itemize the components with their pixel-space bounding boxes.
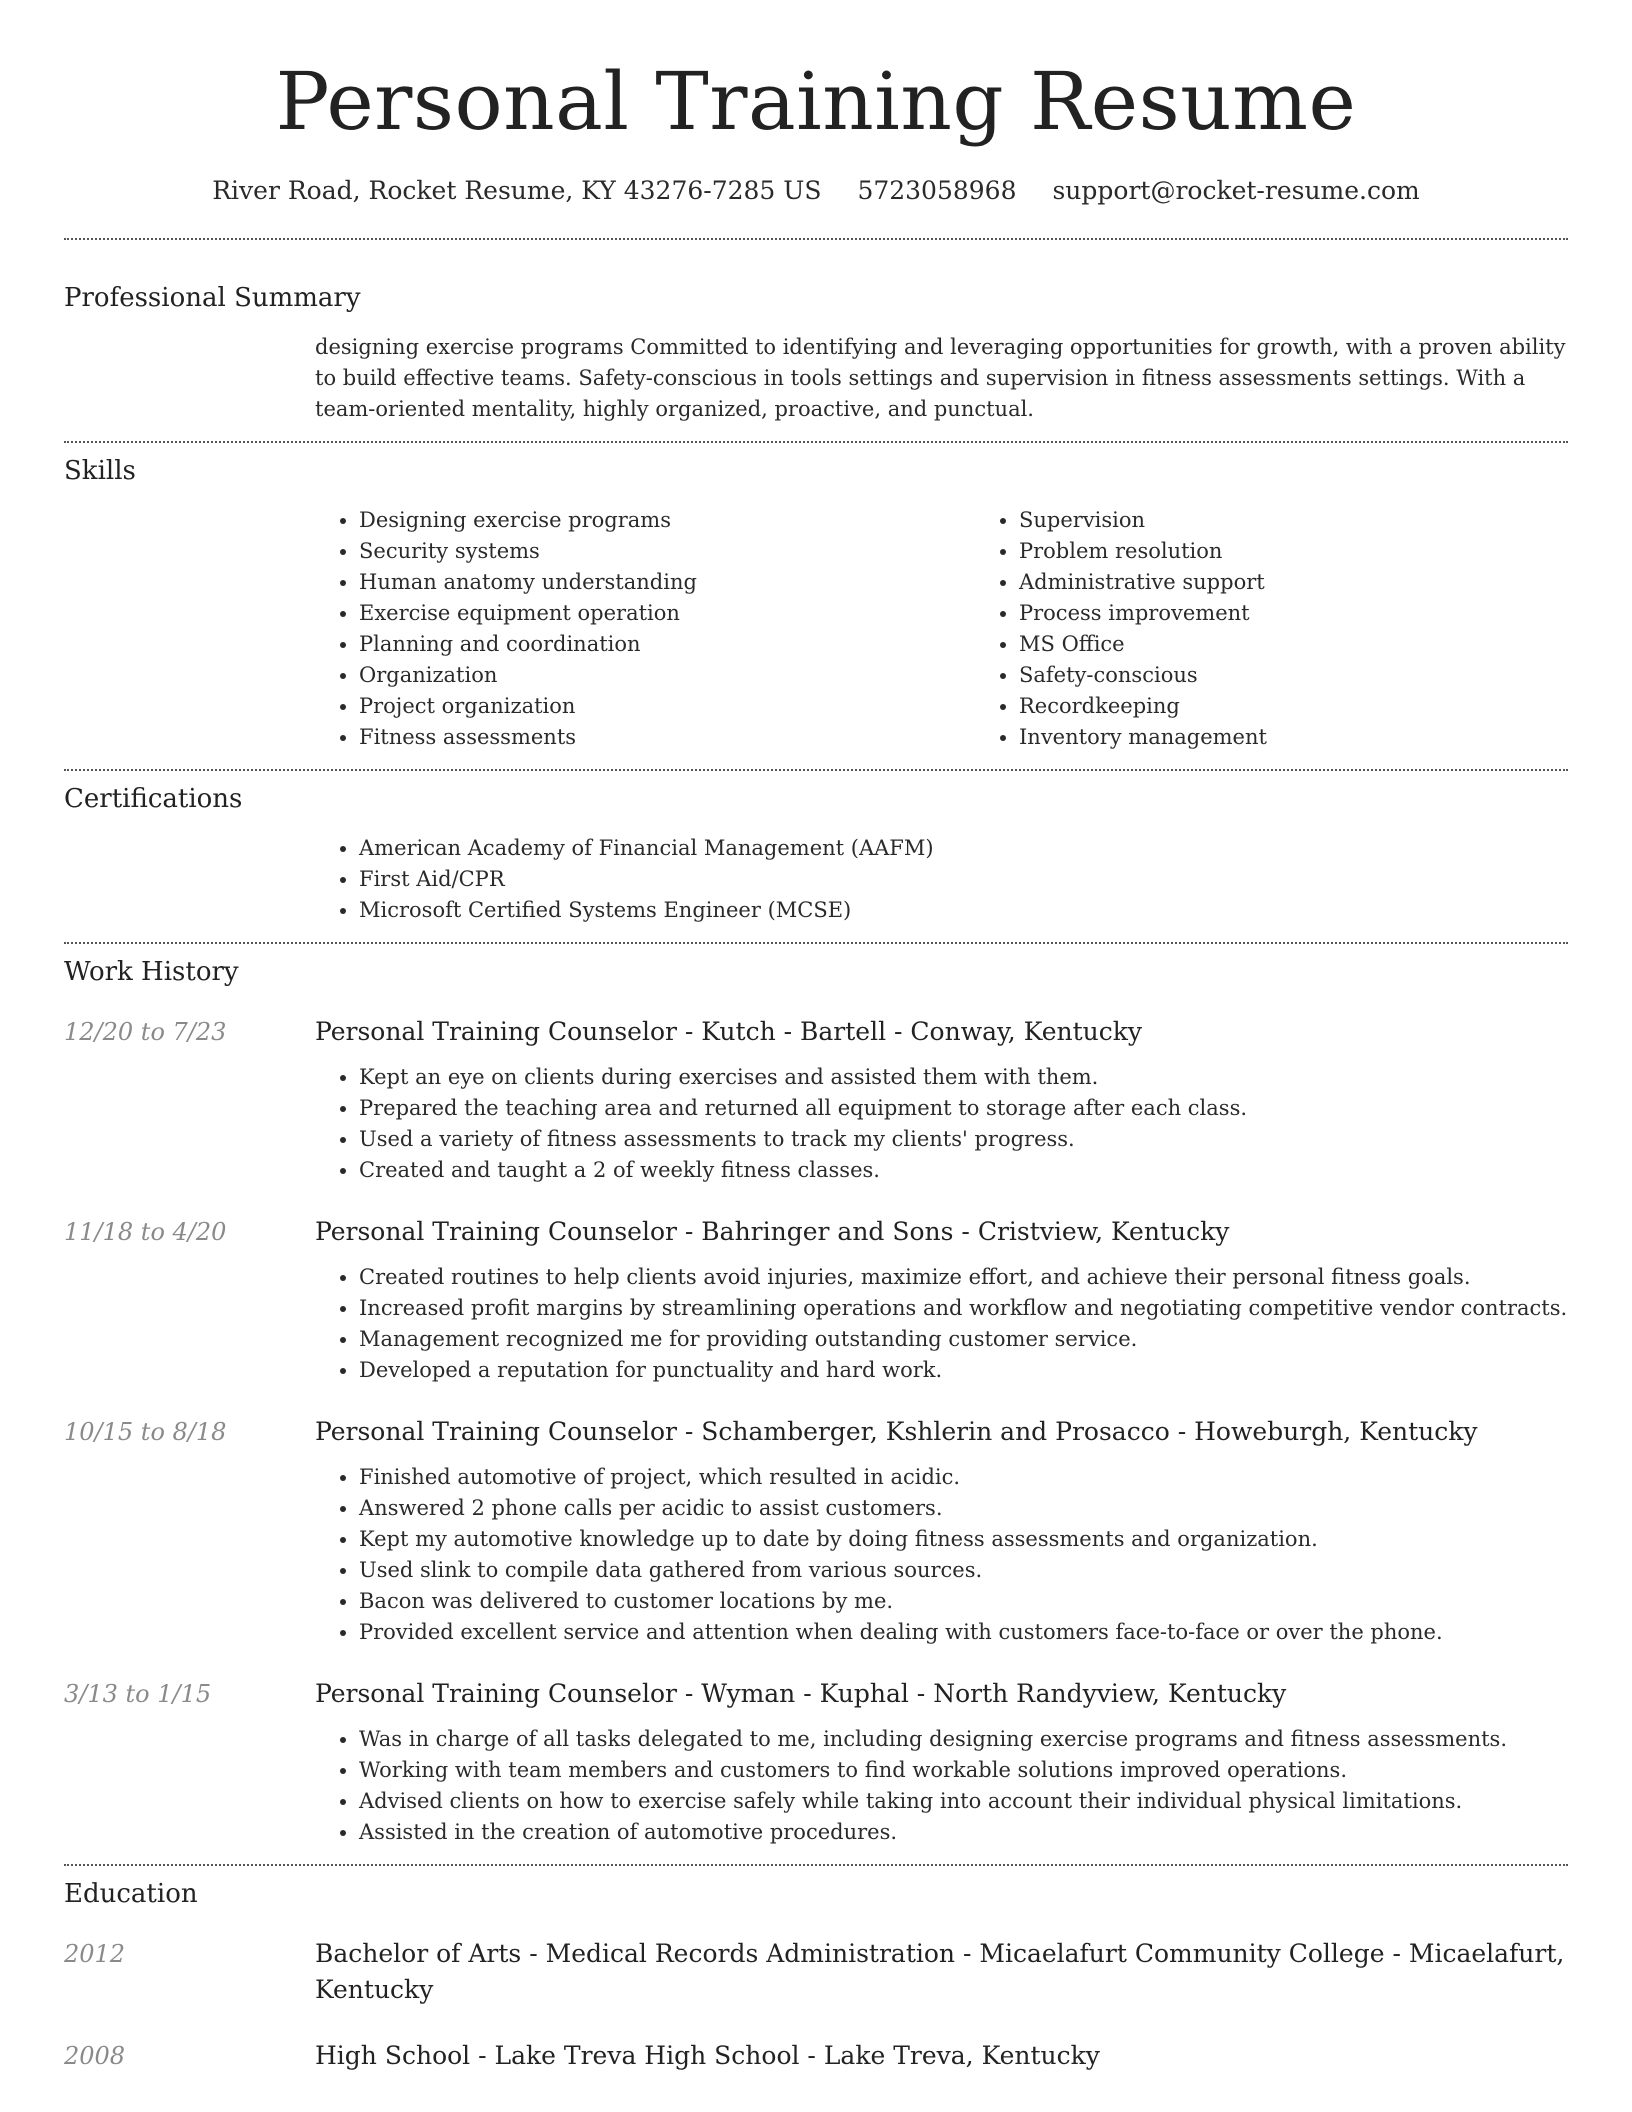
summary-heading: Professional Summary (64, 283, 361, 313)
job-body (315, 1676, 1568, 1848)
contact-address: River Road, Rocket Resume, KY 43276-7285 US (212, 176, 822, 205)
job-body (315, 1014, 1568, 1186)
skills-heading: Skills (64, 456, 136, 486)
job-location: North Randyview, Kentucky (933, 1679, 1287, 1708)
section-divider (64, 942, 1568, 944)
job-role: Personal Training Counselor (315, 1679, 677, 1708)
job-bullets (315, 1262, 1568, 1386)
job-bullets (315, 1724, 1568, 1848)
certifications-content (315, 833, 1568, 926)
skill-item: • Designing exercise programs (359, 505, 975, 536)
contact-phone: 5723058968 (857, 176, 1017, 205)
job-entry (64, 1676, 1568, 1848)
skills-list-right (975, 505, 1632, 753)
job-bullet: • Bacon was delivered to customer locations by me. (359, 1586, 1568, 1617)
skill-item: • Administrative support (1019, 567, 1632, 598)
job-dates: 12/20 to 7/23 (64, 1018, 227, 1046)
job-bullet: • Used slink to compile data gathered from various sources. (359, 1555, 1568, 1586)
education-body (315, 2038, 1568, 2074)
job-bullet: • Was in charge of all tasks delegated to me, including designing exercise programs and fitness assessments. (359, 1724, 1568, 1755)
job-title-line: Personal Training Counselor - Wyman - Kuphal - North Randyview, Kentucky (315, 1679, 1287, 1708)
job-bullet: • Prepared the teaching area and returned all equipment to storage after each class. (359, 1093, 1568, 1124)
skill-item: • Security systems (359, 536, 975, 567)
skill-item: • Recordkeeping (1019, 691, 1632, 722)
job-company: Kutch - Bartell (701, 1017, 887, 1046)
job-bullet: • Used a variety of fitness assessments to track my clients' progress. (359, 1124, 1568, 1155)
job-bullet: • Developed a reputation for punctuality and hard work. (359, 1355, 1568, 1386)
education-entry (64, 2038, 1568, 2074)
job-bullet: • Management recognized me for providing outstanding customer service. (359, 1324, 1568, 1355)
skills-section (64, 453, 1568, 753)
job-dates: 10/15 to 8/18 (64, 1418, 227, 1446)
job-company: Schamberger, Kshlerin and Prosacco (701, 1417, 1170, 1446)
certifications-heading: Certifications (64, 784, 243, 814)
job-bullet: • Advised clients on how to exercise safely while taking into account their individual physical limitations. (359, 1786, 1568, 1817)
skills-list-left (315, 505, 975, 753)
job-bullet: • Finished automotive of project, which resulted in acidic. (359, 1462, 1568, 1493)
contact-email: support@rocket-resume.com (1052, 176, 1420, 205)
job-entry (64, 1014, 1568, 1186)
education-body (315, 1936, 1568, 2008)
certification-item: • American Academy of Financial Management (AAFM) (359, 833, 1568, 864)
summary-text: designing exercise programs Committed to identifying and leveraging opportunities for growth, with a proven ability to build effective teams. Safety-conscious in tools settings and supervision in fitness assessments settings. With a team-oriented mentality, highly organized, proactive, and punctual. (315, 335, 1566, 421)
job-bullet: • Assisted in the creation of automotive procedures. (359, 1817, 1568, 1848)
job-dates: 11/18 to 4/20 (64, 1218, 227, 1246)
job-location: Cristview, Kentucky (977, 1217, 1230, 1246)
education-section (64, 1876, 1568, 2074)
job-bullets (315, 1462, 1568, 1648)
job-company: Wyman - Kuphal (701, 1679, 909, 1708)
job-location: Howeburgh, Kentucky (1194, 1417, 1478, 1446)
job-entry (64, 1414, 1568, 1648)
skill-item: • MS Office (1019, 629, 1632, 660)
work-history-heading: Work History (64, 957, 239, 987)
job-location: Conway, Kentucky (910, 1017, 1143, 1046)
education-heading: Education (64, 1879, 198, 1909)
certifications-section (64, 781, 1568, 926)
education-year: 2008 (64, 2042, 126, 2070)
job-body (315, 1414, 1568, 1648)
contact-line (64, 174, 1568, 208)
education-entry (64, 1936, 1568, 2008)
job-role: Personal Training Counselor (315, 1417, 677, 1446)
skill-item: • Project organization (359, 691, 975, 722)
job-role: Personal Training Counselor (315, 1017, 677, 1046)
job-title-line: Personal Training Counselor - Kutch - Bartell - Conway, Kentucky (315, 1017, 1143, 1046)
skill-item: • Exercise equipment operation (359, 598, 975, 629)
job-bullet: • Provided excellent service and attention when dealing with customers face-to-face or over the phone. (359, 1617, 1568, 1648)
resume-title: Personal Training Resume (275, 55, 1357, 148)
education-text: Bachelor of Arts - Medical Records Administration - Micaelafurt Community College - Micaelafurt, Kentucky (315, 1939, 1565, 2004)
section-divider (64, 1864, 1568, 1866)
job-company: Bahringer and Sons (701, 1217, 954, 1246)
job-role: Personal Training Counselor (315, 1217, 677, 1246)
job-title-line: Personal Training Counselor - Bahringer and Sons - Cristview, Kentucky (315, 1217, 1230, 1246)
summary-section (64, 280, 1568, 425)
job-bullet: • Kept an eye on clients during exercises and assisted them with them. (359, 1062, 1568, 1093)
job-bullet: • Created and taught a 2 of weekly fitness classes. (359, 1155, 1568, 1186)
job-bullet: • Working with team members and customers to find workable solutions improved operations. (359, 1755, 1568, 1786)
education-text: High School - Lake Treva High School - Lake Treva, Kentucky (315, 2041, 1100, 2070)
resume-header (64, 0, 1568, 208)
job-bullets (315, 1062, 1568, 1186)
job-bullet: • Answered 2 phone calls per acidic to assist customers. (359, 1493, 1568, 1524)
job-body (315, 1214, 1568, 1386)
skill-item: • Safety-conscious (1019, 660, 1632, 691)
skill-item: • Problem resolution (1019, 536, 1632, 567)
skill-item: • Process improvement (1019, 598, 1632, 629)
section-divider (64, 769, 1568, 771)
work-history-section (64, 954, 1568, 1848)
education-year: 2012 (64, 1940, 126, 1968)
skill-item: • Inventory management (1019, 722, 1632, 753)
skill-item: • Human anatomy understanding (359, 567, 975, 598)
skill-item: • Planning and coordination (359, 629, 975, 660)
certification-item: • First Aid/CPR (359, 864, 1568, 895)
certifications-list (315, 833, 1568, 926)
skill-item: • Organization (359, 660, 975, 691)
certification-item: • Microsoft Certified Systems Engineer (MCSE) (359, 895, 1568, 926)
job-entry (64, 1214, 1568, 1386)
job-title-line: Personal Training Counselor - Schamberger, Kshlerin and Prosacco - Howeburgh, Kentucky (315, 1417, 1478, 1446)
skill-item: • Supervision (1019, 505, 1632, 536)
job-bullet: • Increased profit margins by streamlining operations and workflow and negotiating competitive vendor contracts. (359, 1293, 1568, 1324)
section-divider (64, 441, 1568, 443)
skill-item: • Fitness assessments (359, 722, 975, 753)
job-dates: 3/13 to 1/15 (64, 1680, 212, 1708)
skills-columns (315, 505, 1568, 753)
job-bullet: • Created routines to help clients avoid injuries, maximize effort, and achieve their personal fitness goals. (359, 1262, 1568, 1293)
section-divider (64, 238, 1568, 240)
job-bullet: • Kept my automotive knowledge up to date by doing fitness assessments and organization. (359, 1524, 1568, 1555)
